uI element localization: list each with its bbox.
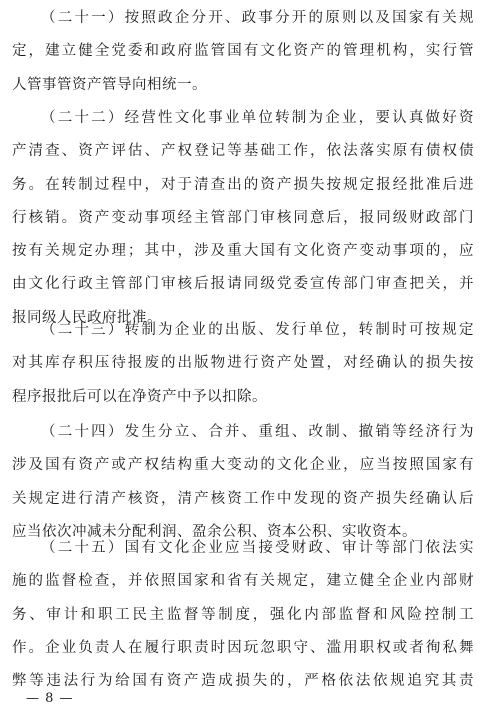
page-number: — 8 — <box>26 691 74 706</box>
text-line: 人管事管资产管导向相统一。 <box>12 76 207 93</box>
text-line: 务。在转制过程中，对于清查出的资产损失按规定报经批准后进 <box>12 176 474 193</box>
text-line: （二十一）按照政企分开、政事分开的原则以及国家有关规 <box>41 10 474 26</box>
text-line: 由文化行政主管部门审核后报请同级党委宣传部门审查把关，并 <box>12 276 474 293</box>
text-line: 按有关规定办理；其中，涉及重大国有文化资产变动事项的，应 <box>12 243 474 260</box>
paragraph-23 <box>12 314 474 414</box>
text-line: 程序报批后可以在净资产中予以扣除。 <box>12 388 267 405</box>
text-line: 施的监督检查，并依照国家和省有关规定，建立健全企业内部财 <box>12 573 474 590</box>
text-line: （二十二）经营性文化事业单位转制为企业，要认真做好资 <box>41 110 474 126</box>
text-line: （二十四）发生分立、合并、重组、改制、撤销等经济行为 <box>41 424 474 440</box>
paragraph-25 <box>12 532 474 698</box>
text-line: 作。企业负责人在履行职责时因玩忽职守、滥用职权或者徇私舞 <box>12 639 474 656</box>
paragraph-24 <box>12 416 474 549</box>
text-line: 报同级人民政府批准。 <box>12 309 162 326</box>
text-line: （二十五）国有文化企业应当接受财政、审计等部门依法实 <box>41 540 474 556</box>
text-line: 应当依次冲减未分配利润、盈余公积、资本公积、实收资本。 <box>12 523 417 540</box>
text-line: 涉及国有资产或产权结构重大变动的文化企业，应当按照国家有 <box>12 457 474 474</box>
text-line: 行核销。资产变动事项经主管部门审核同意后，报同级财政部门 <box>12 209 474 226</box>
text-line: 产清查、资产评估、产权登记等基础工作，依法落实原有债权债 <box>12 143 474 160</box>
paragraph-22 <box>12 102 474 335</box>
text-line: 对其库存积压待报废的出版物进行资产处置，对经确认的损失按 <box>12 355 474 372</box>
text-line: 弊等违法行为给国有资产造成损失的，严格依法依规追究其责 <box>12 673 474 690</box>
paragraph-21 <box>12 2 474 102</box>
text-line: 务、审计和职工民主监督等制度，强化内部监督和风险控制工 <box>12 606 474 623</box>
text-line: 关规定进行清产核资，清产核资工作中发现的资产损失经确认后 <box>12 490 474 507</box>
text-line: （二十三）转制为企业的出版、发行单位，转制时可按规定 <box>41 322 474 338</box>
text-line: 定，建立健全党委和政府监管国有文化资产的管理机构，实行管 <box>12 43 474 60</box>
